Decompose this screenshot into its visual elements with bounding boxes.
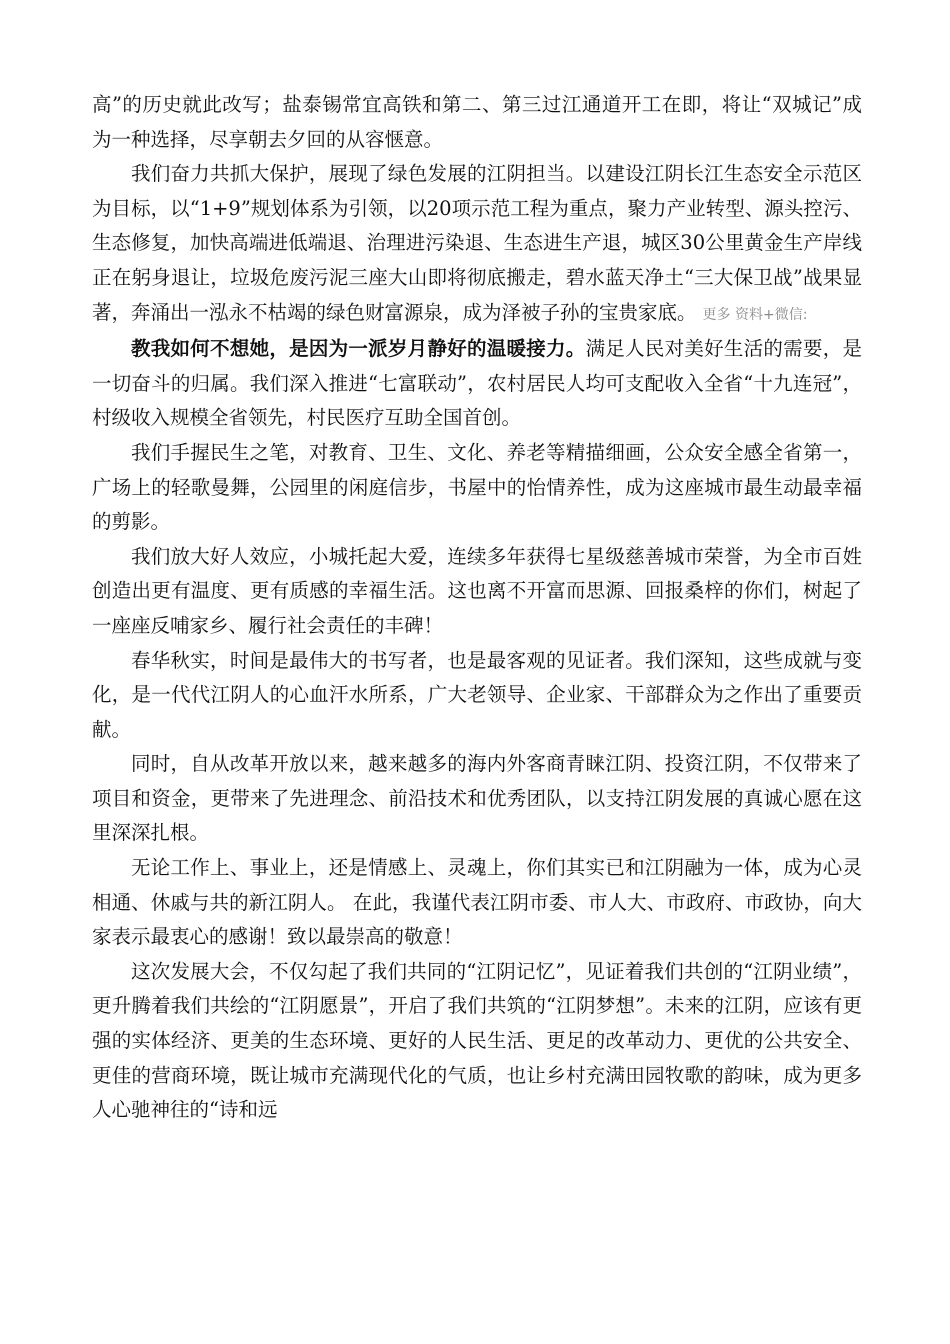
paragraph-text: 春华秋实，时间是最伟大的书写者，也是最客观的见证者。我们深知，这些成就与变化，是一代代江阴人的心血汗水所系，广大老领导、企业家、干部群众为之作出了重要贡献。 <box>92 648 862 741</box>
paragraph-9 <box>92 955 862 1128</box>
paragraph-text: 满足人民对美好生活的需要，是一切奋斗的归属。我们深入推进“七富联动”，农村居民人均可支配收入全省“十九连冠”，村级收入规模全省领先，村民医疗互助全国首创。 <box>92 337 862 430</box>
document-body <box>92 88 862 1128</box>
paragraph-8 <box>92 851 862 955</box>
paragraph-5 <box>92 540 862 644</box>
paragraph-7 <box>92 747 862 851</box>
paragraph-6 <box>92 644 862 748</box>
paragraph-2 <box>92 157 862 332</box>
paragraph-lead: 教我如何不想她，是因为一派岁月静好的温暖接力。 <box>131 337 586 361</box>
paragraph-3 <box>92 332 862 436</box>
watermark-note: 更多 资料+微信: <box>702 306 808 323</box>
paragraph-text: 高”的历史就此改写；盐泰锡常宜高铁和第二、第三过江通道开工在即，将让“双城记”成为一种选择，尽享朝去夕回的从容惬意。 <box>92 93 862 151</box>
paragraph-text: 我们奋力共抓大保护，展现了绿色发展的江阴担当。以建设江阴长江生态安全示范区为目标，以“1+9”规划体系为引领，以20项示范工程为重点，聚力产业转型、源头控污、生态修复，加快高端进低端退、治理进污染退、生态进生产退，城区30公里黄金生产岸线正在躬身退让，垃圾危废污泥三座大山即将彻底搬走，碧水蓝天净土“三大保卫战”战果显著，奔涌出一泓永不枯竭的绿色财富源泉，成为泽被子孙的宝贵家底。 <box>92 162 862 324</box>
paragraph-4 <box>92 436 862 540</box>
paragraph-text: 同时，自从改革开放以来，越来越多的海内外客商青睐江阴、投资江阴，不仅带来了项目和资金，更带来了先进理念、前沿技术和优秀团队，以支持江阴发展的真诚心愿在这里深深扎根。 <box>92 752 862 845</box>
paragraph-text: 这次发展大会，不仅勾起了我们共同的“江阴记忆”，见证着我们共创的“江阴业绩”，更升腾着我们共绘的“江阴愿景”，开启了我们共筑的“江阴梦想”。未来的江阴，应该有更强的实体经济、更美的生态环境、更好的人民生活、更足的改革动力、更优的公共安全、更佳的营商环境，既让城市充满现代化的气质，也让乡村充满田园牧歌的韵味，成为更多人心驰神往的“诗和远 <box>92 959 862 1122</box>
paragraph-1 <box>92 88 862 157</box>
paragraph-text: 无论工作上、事业上，还是情感上、灵魂上，你们其实已和江阴融为一体，成为心灵相通、休戚与共的新江阴人。 在此，我谨代表江阴市委、市人大、市政府、市政协，向大家表示最衷心的感谢！致以最崇高的敬意！ <box>92 856 862 949</box>
paragraph-text: 我们手握民生之笔，对教育、卫生、文化、养老等精描细画，公众安全感全省第一，广场上的轻歌曼舞，公园里的闲庭信步，书屋中的怡情养性，成为这座城市最生动最幸福的剪影。 <box>92 440 862 534</box>
paragraph-text: 我们放大好人效应，小城托起大爱，连续多年获得七星级慈善城市荣誉，为全市百姓创造出更有温度、更有质感的幸福生活。这也离不开富而思源、回报桑梓的你们，树起了一座座反哺家乡、履行社会责任的丰碑！ <box>92 544 862 637</box>
